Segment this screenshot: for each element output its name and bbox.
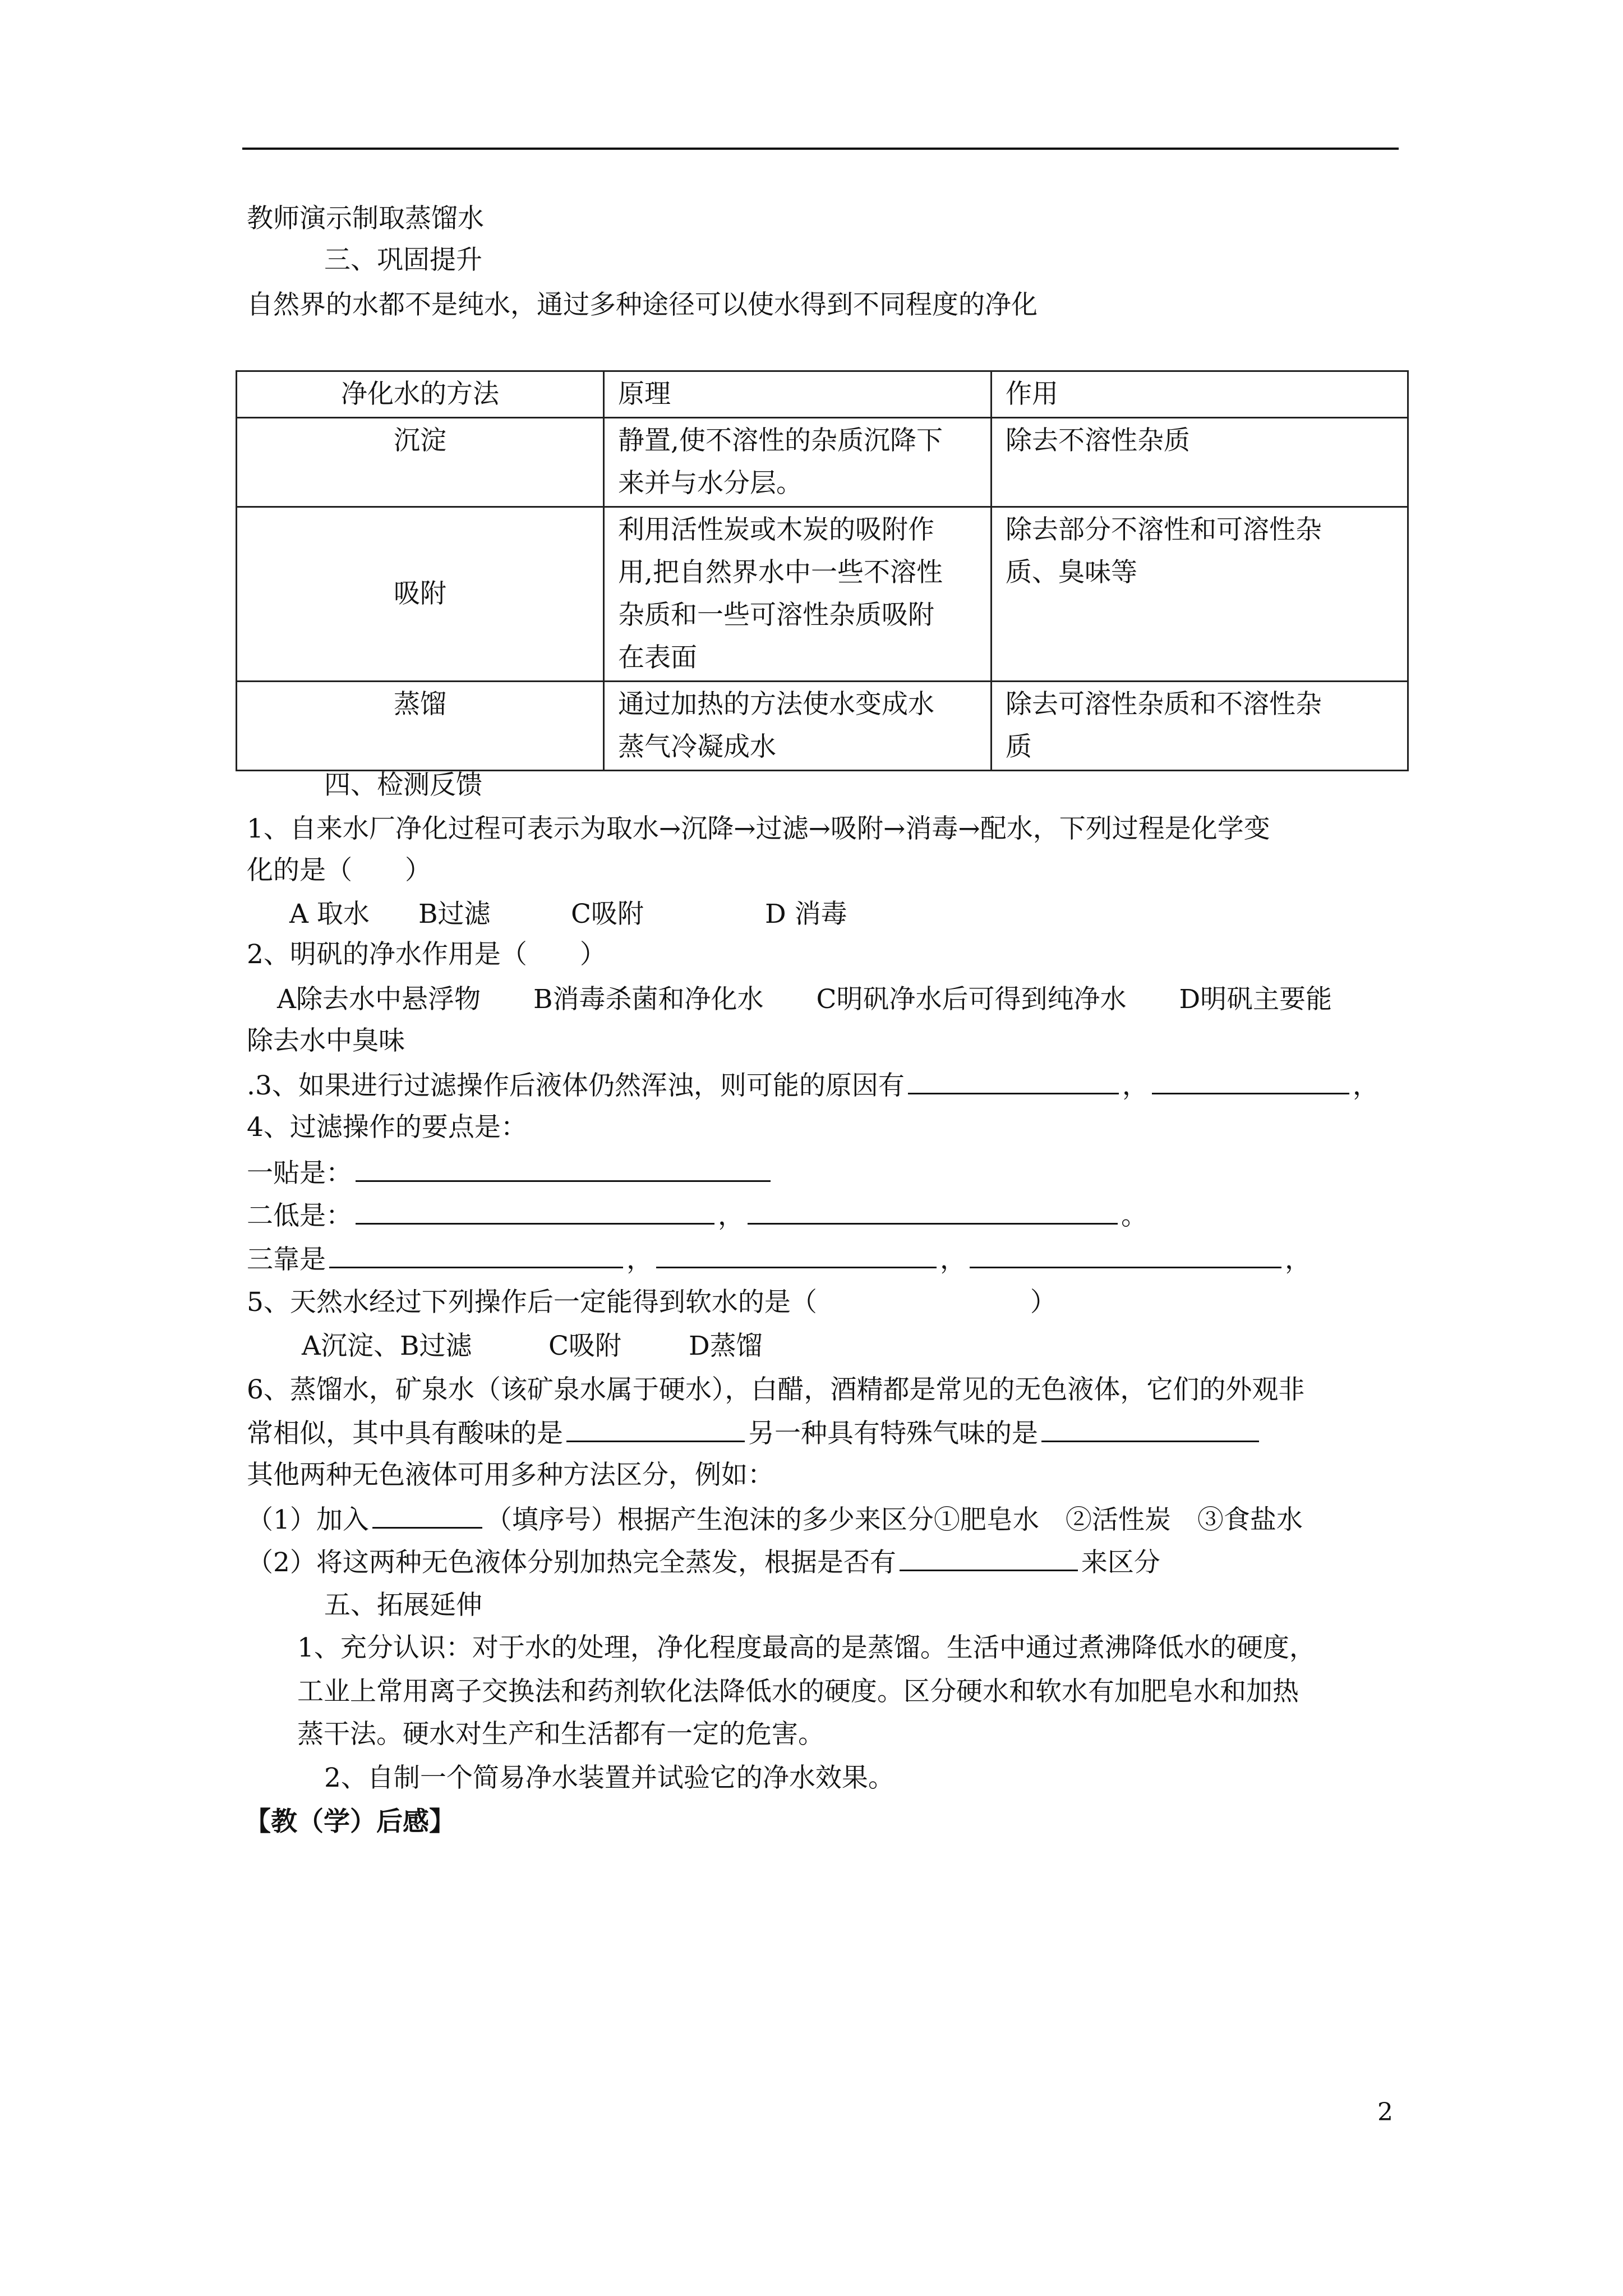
effect-line: 除去部分不溶性和可溶性杂 [1006, 514, 1322, 545]
section5-title: 五、拓展延伸 [324, 1590, 482, 1621]
q6-blank-odor[interactable] [1041, 1416, 1259, 1442]
effect-cell [992, 507, 1408, 682]
q3-blank-2[interactable] [1152, 1068, 1349, 1094]
effect-line: 质 [1006, 731, 1032, 762]
q3-sep: ， [1122, 1070, 1149, 1101]
q6-sub1b: （填序号）根据产生泡沫的多少来区分①肥皂水 ②活性炭 ③食盐水 [485, 1504, 1303, 1535]
q5-close: ） [1030, 1287, 1057, 1318]
q4-three-sep-2: ， [940, 1244, 966, 1275]
q4-one-label: 一贴是： [247, 1158, 352, 1189]
q1-option-b: B过滤 [418, 899, 491, 930]
q5-option-d: D蒸馏 [689, 1331, 763, 1361]
effect-cell [992, 418, 1408, 507]
q5-option-a: A沉淀、B过滤 [302, 1331, 472, 1361]
method-cell: 蒸馏 [237, 682, 604, 771]
principle-cell [604, 418, 992, 507]
q6-sub2b: 来区分 [1081, 1547, 1160, 1578]
section3-title: 三、巩固提升 [324, 245, 482, 275]
q4-three-blank-3[interactable] [970, 1242, 1281, 1268]
effect-line: 除去不溶性杂质 [1006, 425, 1190, 456]
section3-text: 自然界的水都不是纯水，通过多种途径可以使水得到不同程度的净化 [247, 289, 1038, 320]
effect-line: 除去可溶性杂质和不溶性杂 [1006, 689, 1322, 720]
effect-cell [992, 682, 1408, 771]
q4-two-blank-1[interactable] [356, 1198, 714, 1225]
q4-three-end: ， [1285, 1244, 1311, 1275]
q4-stem: 4、过滤操作的要点是： [247, 1112, 527, 1143]
ext2-line: 2、自制一个简易净水装置并试验它的净水效果。 [324, 1763, 895, 1793]
q4-two-line [247, 1198, 1147, 1233]
q5-option-c: C吸附 [548, 1331, 621, 1361]
header-rule [242, 148, 1399, 150]
table-row [237, 507, 1408, 682]
ext1-line2: 工业上常用离子交换法和药剂软化法降低水的硬度。区分硬水和软水有加肥皂水和加热 [297, 1676, 1299, 1707]
q4-two-end: 。 [1121, 1200, 1147, 1231]
intro-line: 教师演示制取蒸馏水 [247, 203, 484, 234]
principle-line: 杂质和一些可溶性杂质吸附 [618, 600, 934, 631]
principle-line: 利用活性炭或木炭的吸附作 [618, 514, 934, 545]
header-effect: 作用 [992, 371, 1408, 418]
section4-title: 四、检测反馈 [324, 770, 482, 800]
q4-two-blank-2[interactable] [748, 1198, 1118, 1225]
q1-option-c: C吸附 [571, 899, 644, 930]
q1-line2: 化的是（ ） [247, 855, 431, 886]
q6-sub1-blank[interactable] [372, 1502, 482, 1529]
reflection-heading: 【教（学）后感】 [245, 1806, 455, 1837]
q4-one-line [247, 1156, 774, 1190]
principle-line: 在表面 [618, 642, 697, 673]
q4-three-blank-1[interactable] [329, 1242, 623, 1268]
method-cell: 吸附 [237, 507, 604, 682]
q5-stem-line [247, 1286, 1057, 1319]
principle-line: 静置,使不溶性的杂质沉降下 [618, 425, 943, 456]
q1-option-a: A 取水 [289, 899, 370, 930]
principle-cell [604, 682, 992, 771]
header-principle: 原理 [604, 371, 992, 418]
q4-two-label: 二低是： [247, 1200, 352, 1231]
q6-sub1 [247, 1502, 1303, 1537]
q2-options: A除去水中悬浮物 B消毒杀菌和净化水 C明矾净水后可得到纯净水 D明矾主要能 [277, 984, 1332, 1015]
header-method: 净化水的方法 [237, 371, 604, 418]
q2-options-cont: 除去水中臭味 [247, 1025, 405, 1056]
q4-three-sep-1: ， [626, 1244, 653, 1275]
ext1-line3: 蒸干法。硬水对生产和生活都有一定的危害。 [297, 1719, 824, 1750]
q3-line [247, 1068, 1379, 1103]
q6-sub2a: （2）将这两种无色液体分别加热完全蒸发，根据是否有 [247, 1547, 896, 1578]
q1-line1: 1、自来水厂净化过程可表示为取水→沉降→过滤→吸附→消毒→配水，下列过程是化学变 [247, 813, 1270, 844]
q6-sub1a: （1）加入 [247, 1504, 369, 1535]
q6-line2 [247, 1416, 1262, 1451]
method-cell: 沉淀 [237, 418, 604, 507]
principle-line: 用,把自然界水中一些不溶性 [618, 557, 943, 588]
q6-blank-acid[interactable] [566, 1416, 745, 1442]
q6-sub2-blank[interactable] [900, 1545, 1078, 1571]
q6-sub2 [247, 1545, 1160, 1580]
q5-stem: 5、天然水经过下列操作后一定能得到软水的是（ [247, 1287, 817, 1318]
q4-two-sep: ， [718, 1200, 744, 1231]
principle-line: 来并与水分层。 [618, 468, 803, 499]
q3-end: ， [1352, 1070, 1379, 1101]
purification-table [236, 370, 1409, 771]
q6-line2b: 另一种具有特殊气味的是 [748, 1418, 1038, 1449]
q4-one-blank[interactable] [356, 1156, 771, 1182]
effect-line: 质、臭味等 [1006, 557, 1137, 588]
q3-stem: .3、如果进行过滤操作后液体仍然浑浊，则可能的原因有 [247, 1070, 905, 1101]
principle-line: 蒸气冷凝成水 [618, 731, 776, 762]
ext1-line1: 1、充分认识：对于水的处理，净化程度最高的是蒸馏。生活中通过煮沸降低水的硬度， [297, 1632, 1316, 1663]
q6-line2a: 常相似，其中具有酸味的是 [247, 1418, 563, 1449]
q6-line3: 其他两种无色液体可用多种方法区分，例如： [247, 1460, 774, 1490]
q4-three-label: 三靠是 [247, 1244, 326, 1275]
page-number: 2 [1377, 2098, 1393, 2127]
principle-line: 通过加热的方法使水变成水 [618, 689, 934, 720]
q6-line1: 6、蒸馏水，矿泉水（该矿泉水属于硬水），白醋，酒精都是常见的无色液体，它们的外观非 [247, 1374, 1305, 1405]
q4-three-blank-2[interactable] [656, 1242, 937, 1268]
q4-three-line [247, 1242, 1311, 1277]
table-row [237, 682, 1408, 771]
principle-cell [604, 507, 992, 682]
q2-stem: 2、明矾的净水作用是（ ） [247, 939, 606, 970]
table-row [237, 418, 1408, 507]
table-header-row [237, 371, 1408, 418]
q1-option-d: D 消毒 [765, 899, 847, 930]
q3-blank-1[interactable] [908, 1068, 1119, 1094]
